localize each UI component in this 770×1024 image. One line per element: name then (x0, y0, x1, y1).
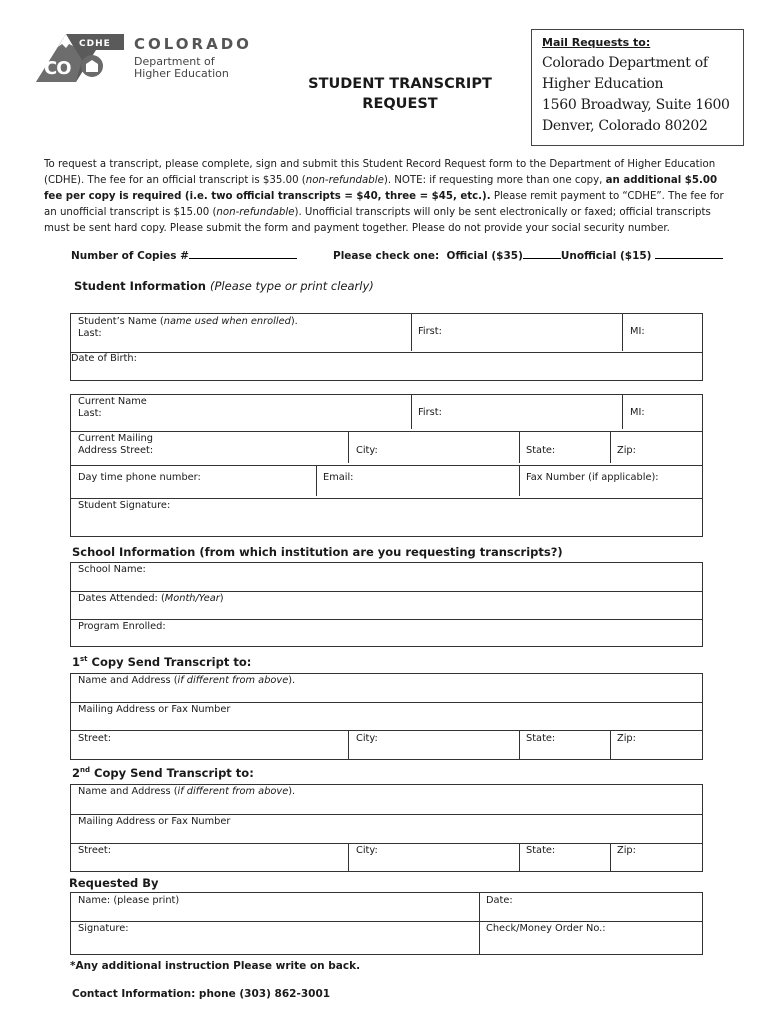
label-text: Student’s Name ( (78, 316, 164, 327)
mail-requests-box (531, 29, 744, 146)
number-of-copies-field[interactable] (189, 249, 297, 259)
second-copy-heading (72, 766, 254, 780)
requested-by-heading: Requested By (69, 876, 159, 890)
label-text: Name and Address ( (78, 675, 178, 686)
copy2-zip-field[interactable]: Zip: (617, 845, 636, 856)
school-info-table (70, 562, 703, 647)
intro-text: ). NOTE: if requesting more than one copy, (383, 175, 606, 186)
current-contact-table (70, 394, 703, 537)
label-text: ) (219, 593, 224, 604)
fax-field[interactable]: Fax Number (if applicable): (526, 472, 659, 483)
copy-number: 2 (72, 766, 81, 780)
first-name-field[interactable]: First: (418, 326, 442, 337)
title-line1: STUDENT TRANSCRIPT (308, 76, 492, 92)
email-field[interactable]: Email: (323, 472, 354, 483)
label-italic: if different from above (177, 786, 289, 797)
copy2-state-field[interactable]: State: (526, 845, 556, 856)
zip-field[interactable]: Zip: (617, 445, 636, 456)
student-signature-field[interactable]: Student Signature: (78, 500, 171, 511)
student-information-heading (74, 279, 374, 293)
copy-heading-text: Copy Send Transcript to: (90, 766, 254, 780)
transcript-type-choice (333, 249, 723, 262)
student-name-label (78, 316, 298, 328)
city-field[interactable]: City: (356, 445, 378, 456)
cdhe-logo (36, 32, 266, 84)
label-italic: Month/Year (164, 593, 220, 604)
program-enrolled-field[interactable]: Program Enrolled: (78, 621, 166, 632)
student-name-table (70, 313, 703, 381)
current-last-name-field[interactable]: Last: (78, 408, 102, 419)
logo-dept-line1: Department of (134, 55, 215, 68)
address-street-field[interactable]: Address Street: (78, 445, 154, 456)
current-name-label: Current Name (78, 396, 147, 407)
intro-bold: an additional $5.00 fee per copy is required (i.e. two official transcripts = $40, three = $45, etc.). (44, 175, 718, 202)
copy-ordinal: st (80, 655, 88, 664)
intro-italic: non-refundable (305, 175, 384, 186)
label-text: ). (288, 786, 296, 797)
additional-instruction-note: *Any additional instruction Please write on back. (70, 960, 361, 972)
intro-text: ). Unofficial transcripts will only be sent electronically or faxed; official transcripts must be sent hard copy. Please submit the form and payment together. Please do not provide your social security number. (44, 207, 711, 234)
label-text: ). (290, 316, 298, 327)
requested-by-table (70, 892, 703, 955)
logo-department-name (134, 56, 274, 80)
check-money-order-field[interactable]: Check/Money Order No.: (486, 923, 606, 934)
copy-number: 1 (72, 655, 81, 669)
copy1-street-field[interactable]: Street: (78, 733, 112, 744)
phone-field[interactable]: Day time phone number: (78, 472, 201, 483)
current-mi-field[interactable]: MI: (630, 407, 645, 418)
mail-heading: Mail Requests to: (542, 36, 651, 49)
middle-initial-field[interactable]: MI: (630, 326, 645, 337)
state-field[interactable]: State: (526, 445, 556, 456)
intro-italic: non-refundable (216, 207, 295, 218)
label-italic: if different from above (177, 675, 289, 686)
first-copy-table (70, 673, 703, 760)
page-title (300, 74, 500, 114)
requester-name-field[interactable]: Name: (please print) (78, 895, 180, 906)
official-option-label: Official ($35) (446, 250, 523, 262)
copy1-city-field[interactable]: City: (356, 733, 378, 744)
label-text: Name and Address ( (78, 786, 178, 797)
school-information-heading: School Information (from which institution are you requesting transcripts?) (72, 545, 563, 559)
student-info-note: (Please type or print clearly) (210, 279, 374, 293)
unofficial-option-label: Unofficial ($15) (560, 250, 652, 262)
student-info-title: Student Information (74, 279, 206, 293)
last-name-field[interactable]: Last: (78, 328, 102, 339)
copy1-zip-field[interactable]: Zip: (617, 733, 636, 744)
number-of-copies-label: Number of Copies # (71, 250, 189, 262)
label-text: ). (288, 675, 296, 686)
requester-signature-field[interactable]: Signature: (78, 923, 129, 934)
number-of-copies (71, 249, 297, 262)
logo-co-text: CO (44, 58, 71, 79)
copy2-street-field[interactable]: Street: (78, 845, 112, 856)
copy2-mailing-fax-field[interactable]: Mailing Address or Fax Number (78, 816, 231, 827)
label-text: Dates Attended: ( (78, 593, 165, 604)
current-mailing-label: Current Mailing (78, 433, 153, 444)
mail-line: Colorado Department of (542, 55, 708, 71)
check-one-label: Please check one: (333, 250, 440, 262)
logo-dept-line2: Higher Education (134, 67, 229, 80)
date-of-birth-field[interactable]: Date of Birth: (71, 353, 137, 364)
copy2-name-address-field[interactable] (78, 786, 295, 798)
dates-attended-field[interactable] (78, 593, 224, 605)
copy2-city-field[interactable]: City: (356, 845, 378, 856)
title-line2: REQUEST (362, 96, 438, 112)
copy1-mailing-fax-field[interactable]: Mailing Address or Fax Number (78, 704, 231, 715)
label-italic: name used when enrolled (163, 316, 291, 327)
copy-ordinal: nd (80, 766, 91, 775)
official-checkbox-line[interactable] (523, 249, 561, 259)
current-first-name-field[interactable]: First: (418, 407, 442, 418)
mail-line: 1560 Broadway, Suite 1600 (542, 97, 730, 113)
intro-paragraph (44, 157, 726, 237)
copy1-state-field[interactable]: State: (526, 733, 556, 744)
logo-badge-text: CDHE (79, 39, 111, 49)
intro-text: Please remit payment to “CDHE”. The fee for an unofficial transcript is $15.00 ( (44, 191, 724, 218)
mail-line: Higher Education (542, 76, 664, 92)
request-date-field[interactable]: Date: (486, 895, 513, 906)
copy-heading-text: Copy Send Transcript to: (87, 655, 252, 669)
second-copy-table (70, 784, 703, 872)
copy1-name-address-field[interactable] (78, 675, 295, 687)
first-copy-heading (72, 655, 251, 669)
contact-information: Contact Information: phone (303) 862-3001 (72, 988, 331, 1000)
school-name-field[interactable]: School Name: (78, 564, 146, 575)
unofficial-checkbox-line[interactable] (655, 249, 723, 259)
logo-state-name: COLORADO (134, 35, 252, 53)
mail-line: Denver, Colorado 80202 (542, 118, 708, 134)
intro-text: To request a transcript, please complete, sign and submit this Student Record Request form to the Department of Higher Education (CDHE). The fee for an official transcript is $35.00 ( (44, 159, 716, 186)
